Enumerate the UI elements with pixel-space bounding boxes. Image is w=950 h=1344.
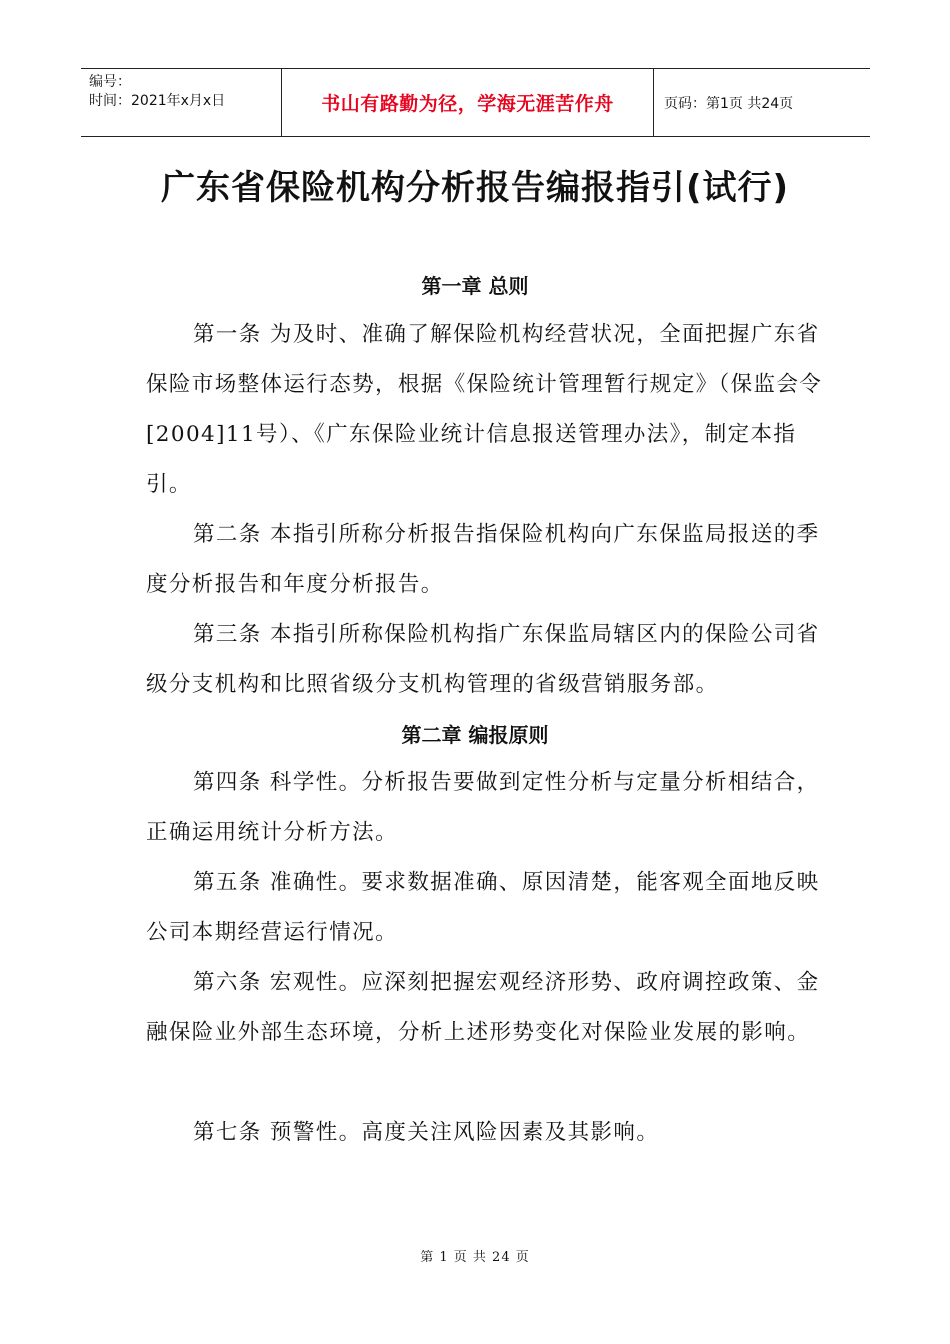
document-number-label: 编号： [89,74,131,90]
header-motto: 书山有路勤为径，学海无涯苦作舟 [281,69,654,136]
article-paragraph: 第三条 本指引所称保险机构指广东保监局辖区内的保险公司省级分支机构和比照省级分支机构管理的省级营销服务部。 [146,622,820,697]
article-paragraph: 第二条 本指引所称分析报告指保险机构向广东保监局报送的季度分析报告和年度分析报告。 [146,522,820,597]
chapter-heading: 第一章 总则 [421,274,529,298]
article-paragraph: 第一条 为及时、准确了解保险机构经营状况，全面把握广东省保险市场整体运行态势，根据《保险统计管理暂行规定》（保监会令[2004]11号）、《广东保险业统计信息报送管理办法》，制定本指引。 [146,322,823,497]
header-meta [81,69,281,136]
article-paragraph: 第四条 科学性。分析报告要做到定性分析与定量分析相结合，正确运用统计分析方法。 [146,770,820,845]
document-date: 时间：2021年x月x日 [89,93,226,109]
page-footer: 第 1 页 共 24 页 [420,1250,530,1265]
header-page-info: 页码：第1页 共24页 [664,95,794,112]
article-paragraph: 第六条 宏观性。应深刻把握宏观经济形势、政府调控政策、金融保险业外部生态环境，分析上述形势变化对保险业发展的影响。 [146,970,820,1045]
article-paragraph: 第五条 准确性。要求数据准确、原因清楚，能客观全面地反映公司本期经营运行情况。 [146,870,820,945]
chapter-heading: 第二章 编报原则 [401,723,549,747]
page-header [81,68,870,137]
article-paragraph: 第七条 预警性。高度关注风险因素及其影响。 [193,1120,660,1145]
document-title: 广东省保险机构分析报告编报指引(试行) [160,168,790,208]
